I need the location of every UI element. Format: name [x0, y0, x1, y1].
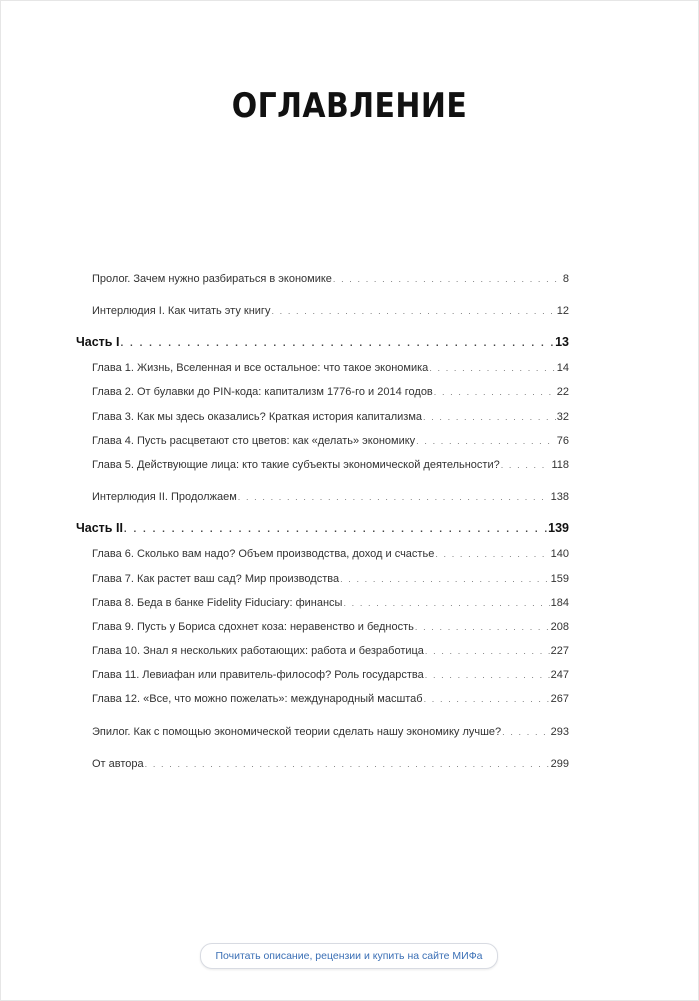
toc-page-number: 299: [550, 758, 569, 770]
toc-chapter-3[interactable]: [92, 410, 569, 424]
toc-entry-label: Глава 3. Как мы здесь оказались? Краткая история капитализма: [92, 411, 423, 423]
toc-entry-label: Эпилог. Как с помощью экономической теории сделать нашу экономику лучше?: [92, 726, 502, 738]
toc-page-number: 227: [550, 645, 569, 657]
toc-page-number: 14: [556, 362, 569, 374]
toc-chapter-5[interactable]: [92, 458, 569, 472]
toc-dot-leader: [333, 272, 562, 286]
read-description-button[interactable]: [200, 943, 498, 969]
toc-page-number: 76: [556, 435, 569, 447]
toc-chapter-1[interactable]: [92, 361, 569, 375]
toc-chapter-10[interactable]: [92, 644, 569, 658]
toc-dot-leader: [429, 361, 555, 375]
toc-part-1[interactable]: [76, 335, 569, 351]
toc-page-number: 32: [556, 411, 569, 423]
toc-dot-leader: [416, 434, 556, 448]
toc-entry-label: Глава 7. Как растет ваш сад? Мир производства: [92, 573, 340, 585]
toc-page-number: 12: [556, 305, 569, 317]
toc-chapter-2[interactable]: [92, 385, 569, 399]
page-title: ОГЛАВЛЕНИЕ: [231, 86, 468, 126]
toc-chapter-12[interactable]: [92, 692, 569, 706]
toc-chapter-6[interactable]: [92, 547, 569, 561]
toc-entry-label: Глава 8. Беда в банке Fidelity Fiduciary: финансы: [92, 597, 343, 609]
toc-chapter-11[interactable]: [92, 668, 569, 682]
toc-entry-label: Глава 12. «Все, что можно пожелать»: международный масштаб: [92, 693, 423, 705]
toc-dot-leader: [120, 337, 554, 351]
toc-page-number: 267: [550, 693, 569, 705]
toc-entry-label: Глава 10. Знал я нескольких работающих: работа и безработица: [92, 645, 424, 657]
toc-entry-label: Глава 5. Действующие лица: кто такие субъекты экономической деятельности?: [92, 459, 500, 471]
toc-entry-epilogue[interactable]: [92, 725, 569, 739]
toc-page-number: 247: [550, 669, 569, 681]
toc-dot-leader: [501, 458, 551, 472]
toc-page-number: 138: [550, 491, 569, 503]
toc-dot-leader: [435, 547, 549, 561]
toc-page-number: 140: [550, 548, 569, 560]
toc-page-number: 13: [555, 335, 569, 349]
toc-entry-label: Глава 1. Жизнь, Вселенная и все остальное: что такое экономика: [92, 362, 429, 374]
toc-page-number: 118: [551, 459, 569, 471]
toc-entry-label: Глава 11. Левиафан или правитель-философ? Роль государства: [92, 669, 424, 681]
toc-dot-leader: [434, 385, 556, 399]
toc-page-number: 8: [562, 273, 569, 285]
toc-dot-leader: [145, 757, 550, 771]
toc-chapter-4[interactable]: [92, 434, 569, 448]
toc-entry-label: Часть II: [76, 521, 123, 535]
toc-page-number: 293: [550, 726, 569, 738]
toc-entry-interlude-2[interactable]: [92, 490, 569, 504]
toc-part-2[interactable]: [76, 521, 569, 537]
toc-entry-interlude-1[interactable]: [92, 304, 569, 318]
toc-entry-label: Интерлюдия II. Продолжаем: [92, 491, 237, 503]
toc-dot-leader: [425, 668, 550, 682]
toc-chapter-9[interactable]: [92, 620, 569, 634]
toc-entry-label: Глава 4. Пусть расцветают сто цветов: как «делать» экономику: [92, 435, 416, 447]
toc-dot-leader: [425, 644, 550, 658]
toc-dot-leader: [502, 725, 549, 739]
toc-entry-prologue[interactable]: [92, 272, 569, 286]
toc-page-number: 208: [550, 621, 569, 633]
toc-dot-leader: [271, 304, 555, 318]
toc-entry-label: Пролог. Зачем нужно разбираться в экономике: [92, 273, 332, 285]
toc-dot-leader: [238, 490, 550, 504]
toc-dot-leader: [415, 620, 550, 634]
toc-entry-label: Глава 2. От булавки до PIN-кода: капитализм 1776-го и 2014 годов: [92, 386, 433, 398]
toc-entry-label: Глава 6. Сколько вам надо? Объем производства, доход и счастье: [92, 548, 435, 560]
toc-chapter-7[interactable]: [92, 572, 569, 586]
read-description-label: Почитать описание, рецензии и купить на сайте МИФа: [215, 950, 483, 962]
toc-page-number: 139: [548, 521, 569, 535]
toc-dot-leader: [423, 410, 556, 424]
toc-dot-leader: [124, 523, 547, 537]
toc-chapter-8[interactable]: [92, 596, 569, 610]
toc-page-number: 184: [550, 597, 569, 609]
toc-entry-from-author[interactable]: [92, 757, 569, 771]
toc-page-number: 22: [556, 386, 569, 398]
toc-entry-label: От автора: [92, 758, 144, 770]
toc-entry-label: Интерлюдия I. Как читать эту книгу: [92, 305, 271, 317]
toc-dot-leader: [340, 572, 550, 586]
toc-page-number: 159: [550, 573, 569, 585]
toc-entry-label: Часть I: [76, 335, 120, 349]
toc-dot-leader: [424, 692, 550, 706]
toc-dot-leader: [343, 596, 549, 610]
toc-entry-label: Глава 9. Пусть у Бориса сдохнет коза: неравенство и бедность: [92, 621, 414, 633]
